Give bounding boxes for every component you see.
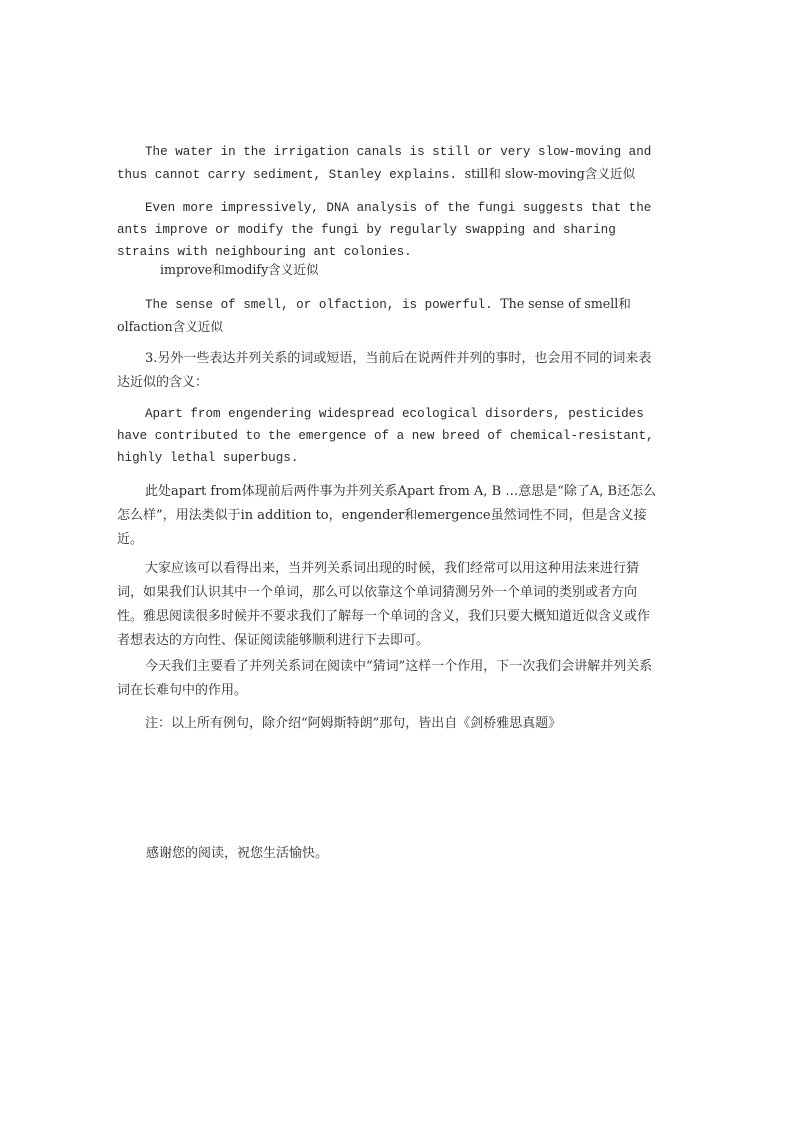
closing-thanks: 感谢您的阅读，祝您生活愉快。 (146, 846, 329, 861)
source-note: 注：以上所有例句，除介绍“阿姆斯特朗”那句，皆出自《剑桥雅思真题》 (145, 716, 562, 731)
synonym-note: The sense of smell和olfaction含义近似 (117, 296, 631, 334)
summary-guessing-words: 大家应该可以看得出来，当并列关系词出现的时候，我们经常可以用这种用法来进行猜词，如果我们认识其中一个单词，那么可以依靠这个单词猜测另外一个单词的类别或者方向性。雅思阅读很多时候并不要求我们了解每一个单词的含义，我们只要大概知道近似含义或作者想表达的方向性、保证阅读能够顺利进行下去即可。 (117, 561, 651, 648)
synonym-note-improve-modify: improve和modify含义近似 (160, 262, 319, 277)
summary-next-lesson: 今天我们主要看了并列关系词在阅读中“猜词”这样一个作用，下一次我们会讲解并列关系词在长难句中的作用。 (117, 659, 653, 698)
section-point-3: 3.另外一些表达并列关系的词或短语，当前后在说两件并列的事时，也会用不同的词来表达近似的含义： (117, 351, 652, 390)
example-sentence-fungi: Even more impressively, DNA analysis of the fungi suggests that the ants improve or modify the fungi by regularly swapping and sharing strains with neighbouring ant colonies. (117, 201, 652, 259)
explanation-apart-from: 此处apart from体现前后两件事为并列关系Apart from A, B …意思是“除了A, B还怎么怎么样”，用法类似于in addition to，engender和emergence虽然词性不同，但是含义接近。 (117, 484, 657, 547)
example-text: The water in the irrigation canals is still or very slow-moving and thus cannot carry sediment, Stanley explains. (117, 145, 652, 182)
synonym-note: still和 slow-moving含义近似 (464, 166, 636, 181)
example-sentence-irrigation (117, 141, 662, 186)
example-sentence-olfaction (117, 293, 662, 339)
example-sentence-pesticides: Apart from engendering widespread ecological disorders, pesticides have contributed to the emergence of a new breed of chemical-resistant, highly lethal superbugs. (117, 407, 654, 465)
example-text: The sense of smell, or olfaction, is powerful. (145, 298, 501, 312)
